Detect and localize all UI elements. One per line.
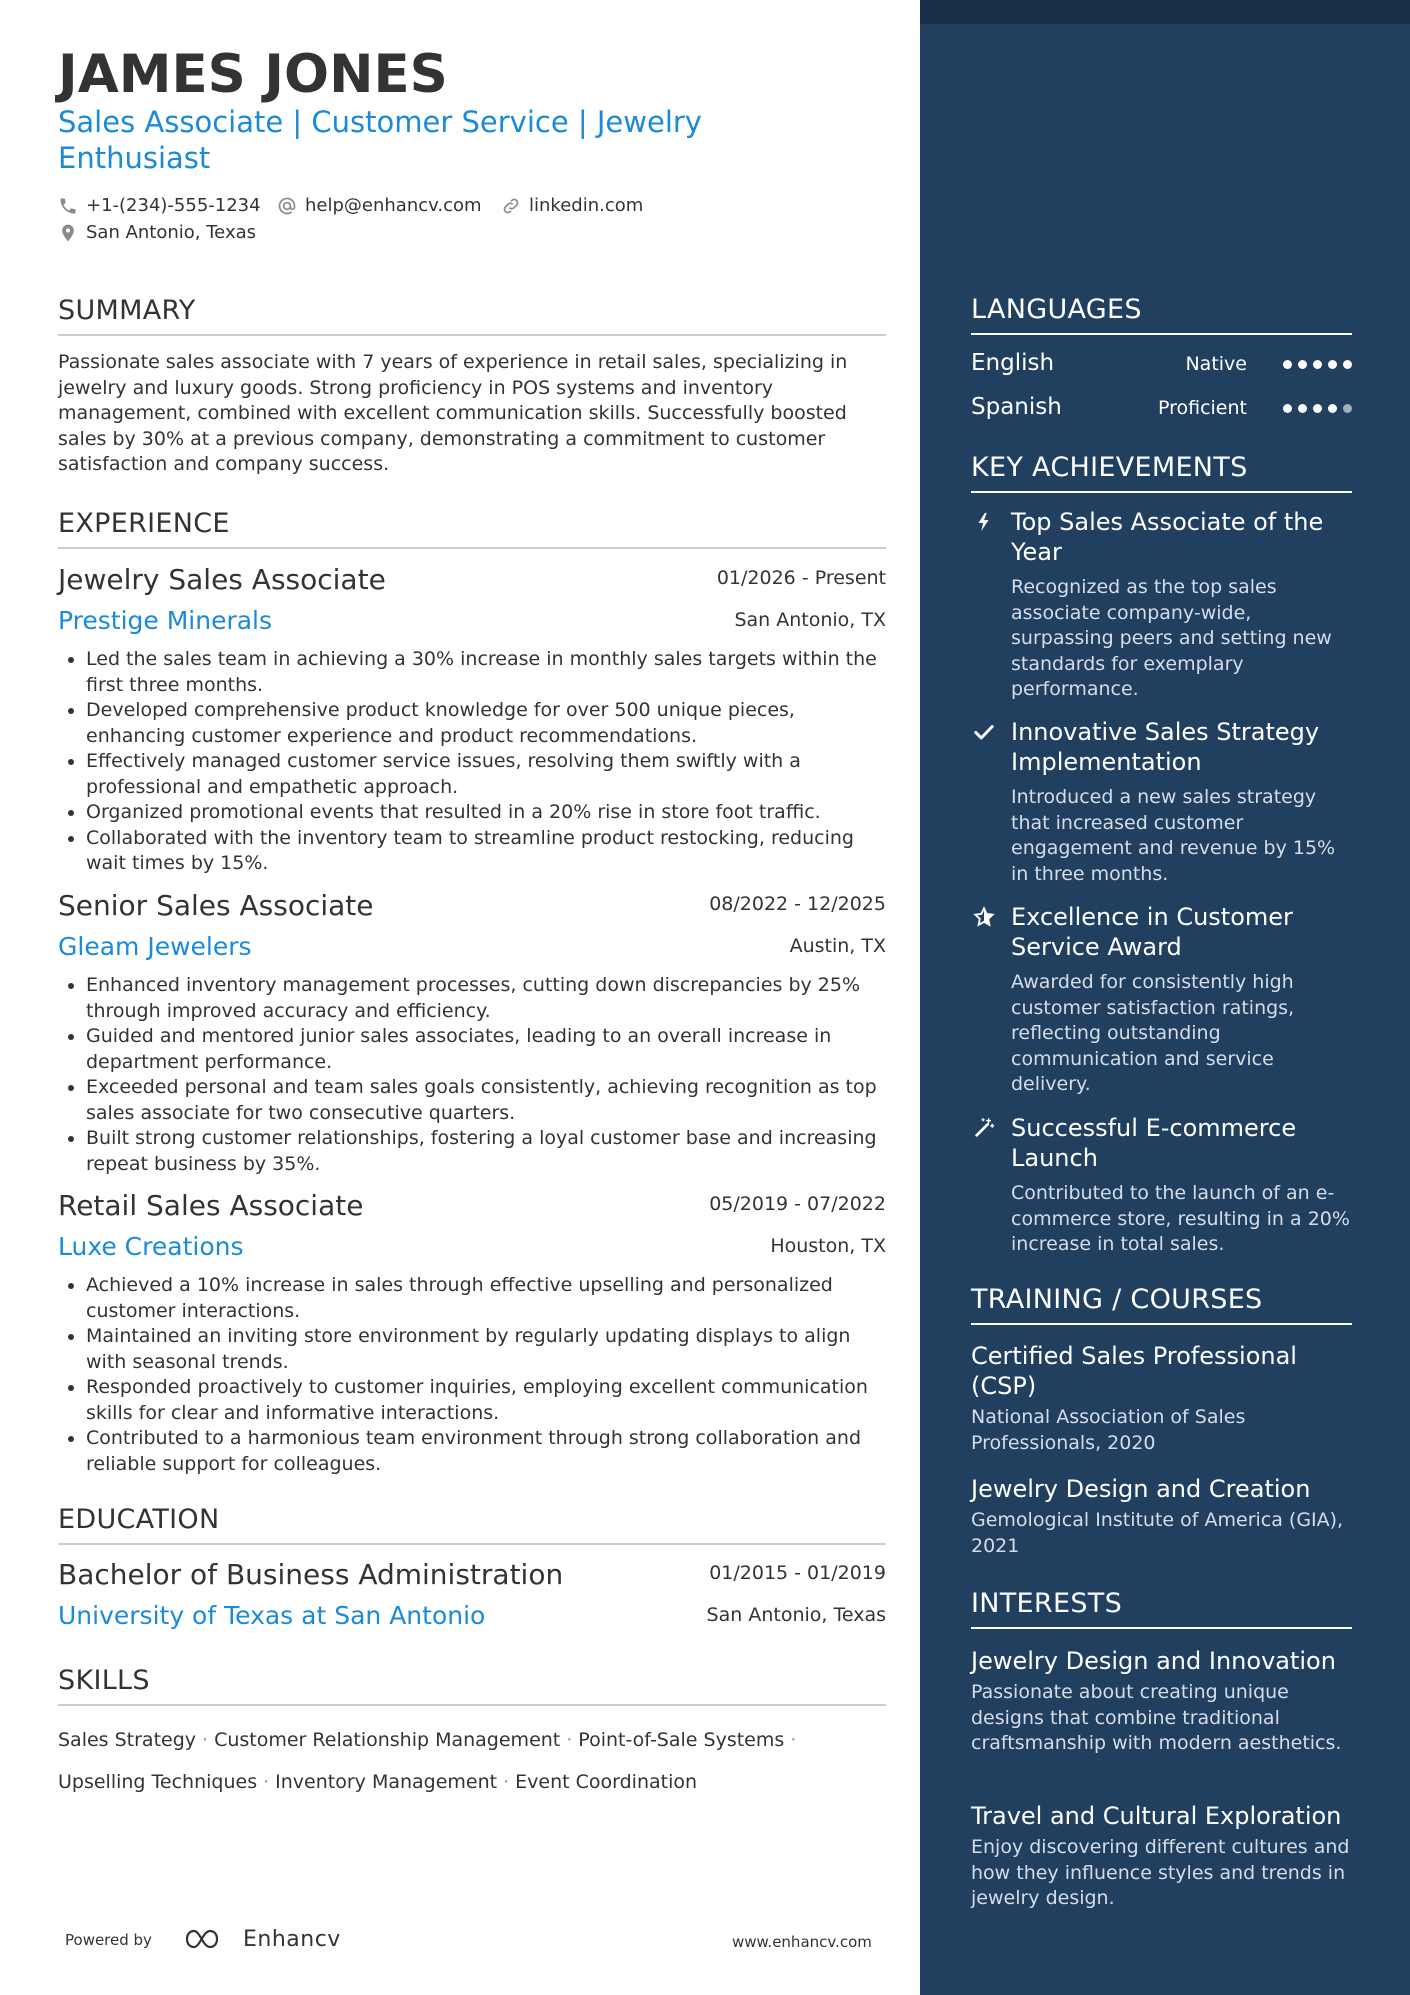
location-pin-icon: [58, 223, 78, 243]
skill-separator: ·: [263, 1771, 270, 1793]
job-bullet: • Effectively managed customer service issues, resolving them swiftly with a professional and empathetic approach.: [86, 749, 886, 800]
achievement-title: Successful E-commerce Launch: [1011, 1114, 1297, 1172]
job-company[interactable]: Luxe Creations: [58, 1232, 244, 1261]
candidate-name: JAMES JONES: [58, 44, 448, 105]
language-level: Proficient: [1157, 397, 1247, 419]
rating-dot: [1313, 404, 1322, 413]
rating-dot: [1298, 404, 1307, 413]
achievement-title: Excellence in Customer Service Award: [1011, 903, 1293, 961]
language-name: Spanish: [971, 394, 1062, 420]
skill-separator: ·: [503, 1771, 510, 1793]
skill-separator: ·: [566, 1729, 573, 1751]
language-level: Native: [1185, 353, 1247, 375]
skill-separator: ·: [202, 1729, 209, 1751]
brand-logo[interactable]: [183, 1925, 341, 1953]
location-text: San Antonio, Texas: [86, 222, 256, 243]
training-title: Jewelry Design and Creation: [971, 1475, 1311, 1503]
job-bullet: • Exceeded personal and team sales goals consistently, achieving recognition as top sales associate for two consecutive quarters.: [86, 1075, 886, 1126]
candidate-headline: Sales Associate | Customer Service | Jewelry Enthusiast: [58, 105, 702, 175]
language-rating: [1277, 360, 1352, 369]
language-rating: [1277, 404, 1352, 413]
skill-separator: ·: [790, 1729, 797, 1751]
phone-icon: [58, 196, 78, 216]
achievement-title: Top Sales Associate of the Year: [1011, 508, 1324, 566]
achievement-desc: Contributed to the launch of an e-commerce store, resulting in a 20% increase in total sales.: [1011, 1182, 1350, 1255]
skill-item: Inventory Management: [275, 1771, 498, 1793]
school-name[interactable]: University of Texas at San Antonio: [58, 1601, 486, 1630]
footer-url[interactable]: www.enhancv.com: [732, 1933, 872, 1951]
training-item: [971, 1474, 1352, 1559]
job-bullets: [58, 1273, 886, 1477]
contact-phone: [58, 195, 261, 216]
job-bullet: • Developed comprehensive product knowledge for over 500 unique pieces, enhancing customer experience and product recommendations.: [86, 698, 886, 749]
training-heading: TRAINING / COURSES: [971, 1284, 1352, 1325]
achievements-heading: KEY ACHIEVEMENTS: [971, 452, 1352, 493]
education-heading: EDUCATION: [58, 1504, 886, 1545]
job-dates: 01/2026 - Present: [716, 567, 886, 589]
summary-text: Passionate sales associate with 7 years of experience in retail sales, specializing in jewelry and luxury goods. Strong proficiency in POS systems and inventory management, combined with excellent communication skills. Successfully boosted sales by 30% at a previous company, demonstrating a commitment to customer satisfaction and company success.: [58, 351, 848, 475]
contact-location: [58, 222, 256, 243]
link-icon: [501, 196, 521, 216]
sidebar-top-bar: [920, 0, 1410, 24]
interest-title: Jewelry Design and Innovation: [971, 1647, 1336, 1675]
skills-heading: SKILLS: [58, 1665, 886, 1706]
contact-linkedin: [501, 195, 643, 216]
achievement-desc: Introduced a new sales strategy that increased customer engagement and revenue by 15% in three months.: [1011, 786, 1336, 885]
job-title: Retail Sales Associate: [58, 1189, 364, 1222]
rating-dot: [1298, 360, 1307, 369]
interest-title: Travel and Cultural Exploration: [971, 1802, 1342, 1830]
skill-item: Upselling Techniques: [58, 1771, 258, 1793]
job-bullet: • Maintained an inviting store environment by regularly updating displays to align with seasonal trends.: [86, 1324, 886, 1375]
skills-list: [58, 1719, 886, 1803]
language-row: [971, 394, 1352, 424]
job-location: Houston, TX: [770, 1235, 886, 1257]
brand-name: Enhancv: [243, 1926, 341, 1952]
job-location: Austin, TX: [789, 935, 886, 957]
job-bullet: • Built strong customer relationships, fostering a loyal customer base and increasing repeat business by 35%.: [86, 1126, 886, 1177]
contact-email: [277, 195, 482, 216]
star-icon: [973, 906, 995, 928]
skill-item: Point-of-Sale Systems: [578, 1729, 785, 1751]
interests-heading: INTERESTS: [971, 1588, 1352, 1629]
training-item: [971, 1341, 1352, 1456]
job-bullet: • Enhanced inventory management processes, cutting down discrepancies by 25% through improved accuracy and efficiency.: [86, 973, 886, 1024]
job-bullet: • Responded proactively to customer inquiries, employing excellent communication skills for clear and informative interactions.: [86, 1375, 886, 1426]
job-company[interactable]: Gleam Jewelers: [58, 932, 252, 961]
interest-item: [971, 1646, 1352, 1757]
degree-title: Bachelor of Business Administration: [58, 1558, 564, 1591]
achievement-title: Innovative Sales Strategy Implementation: [1011, 718, 1320, 776]
job-bullet: • Organized promotional events that resulted in a 20% rise in store foot traffic.: [86, 800, 886, 826]
job-title: Senior Sales Associate: [58, 889, 374, 922]
skill-item: Sales Strategy: [58, 1729, 197, 1751]
bolt-icon: [973, 511, 995, 533]
job-bullet: • Collaborated with the inventory team to streamline product restocking, reducing wait times by 15%.: [86, 826, 886, 877]
rating-dot: [1328, 404, 1337, 413]
languages-heading: LANGUAGES: [971, 294, 1352, 335]
job-bullets: [58, 973, 886, 1177]
powered-by-label: Powered by: [65, 1931, 152, 1949]
job-bullets: [58, 647, 886, 877]
summary-heading: SUMMARY: [58, 295, 886, 336]
interest-item: [971, 1801, 1352, 1912]
enhancv-logo-icon: [183, 1925, 231, 1953]
rating-dot: [1283, 404, 1292, 413]
rating-dot: [1343, 360, 1352, 369]
language-row: [971, 350, 1352, 380]
job-dates: 08/2022 - 12/2025: [709, 893, 886, 915]
linkedin-text[interactable]: linkedin.com: [529, 195, 644, 216]
job-bullet: • Achieved a 10% increase in sales through effective upselling and personalized customer interactions.: [86, 1273, 886, 1324]
achievement-desc: Recognized as the top sales associate company-wide, surpassing peers and setting new standards for exemplary performance.: [1011, 576, 1332, 700]
achievement-desc: Awarded for consistently high customer satisfaction ratings, reflecting outstanding communication and service delivery.: [1011, 971, 1295, 1095]
interest-desc: Passionate about creating unique designs that combine traditional craftsmanship with modern aesthetics.: [971, 1681, 1342, 1754]
job-bullet: • Led the sales team in achieving a 30% increase in monthly sales targets within the first three months.: [86, 647, 886, 698]
at-icon: [277, 196, 297, 216]
education-dates: 01/2015 - 01/2019: [709, 1562, 886, 1584]
phone-text[interactable]: +1-(234)-555-1234: [86, 195, 261, 216]
interest-desc: Enjoy discovering different cultures and how they influence styles and trends in jewelry design.: [971, 1836, 1350, 1909]
email-text[interactable]: help@enhancv.com: [305, 195, 482, 216]
job-dates: 05/2019 - 07/2022: [709, 1193, 886, 1215]
job-title: Jewelry Sales Associate: [58, 563, 386, 596]
job-location: San Antonio, TX: [734, 609, 886, 631]
rating-dot: [1328, 360, 1337, 369]
rating-dot: [1343, 404, 1352, 413]
rating-dot: [1313, 360, 1322, 369]
language-name: English: [971, 350, 1055, 376]
magic-wand-icon: [973, 1117, 995, 1139]
education-location: San Antonio, Texas: [706, 1604, 886, 1626]
training-title: Certified Sales Professional (CSP): [971, 1342, 1297, 1400]
skill-item: Event Coordination: [515, 1771, 698, 1793]
training-provider: National Association of Sales Professionals, 2020: [971, 1406, 1246, 1454]
job-company[interactable]: Prestige Minerals: [58, 606, 273, 635]
training-provider: Gemological Institute of America (GIA), 2021: [971, 1509, 1344, 1557]
rating-dot: [1283, 360, 1292, 369]
experience-heading: EXPERIENCE: [58, 508, 886, 549]
skill-item: Customer Relationship Management: [214, 1729, 561, 1751]
check-icon: [973, 721, 995, 743]
job-bullet: • Guided and mentored junior sales associates, leading to an overall increase in department performance.: [86, 1024, 886, 1075]
job-bullet: • Contributed to a harmonious team environment through strong collaboration and reliable support for colleagues.: [86, 1426, 886, 1477]
